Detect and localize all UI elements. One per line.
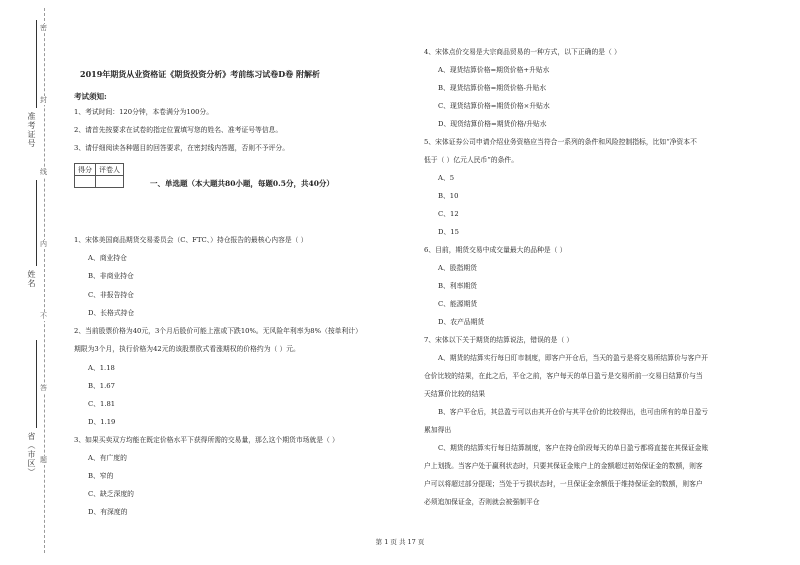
- score-table: [74, 163, 124, 188]
- question-option-continued: 户可以将超过部分提现；当处于亏损状态时，一旦保证金余额低于维持保证金的数额，则客户: [424, 480, 703, 488]
- question-stem: 5、宋体证券公司申请介绍业务资格应当符合一系列的条件和风险控制指标，比如“净资本不: [424, 138, 697, 146]
- region-label: 省（市区）: [27, 432, 36, 477]
- cut-mark: 答: [40, 384, 47, 392]
- question-option: A、5: [438, 174, 455, 182]
- cut-mark: 不: [40, 312, 47, 320]
- grader-cell: [96, 176, 124, 188]
- question-option: C、现货结算价格=期货价格×升贴水: [438, 102, 550, 110]
- question-option: C、1.81: [88, 400, 116, 408]
- cut-mark: 线: [40, 168, 47, 176]
- question-stem: 期限为3个月，执行价格为42元的该股票欧式看涨期权的价格约为（ ）元。: [74, 345, 300, 353]
- question-option: D、有深度的: [88, 508, 128, 516]
- question-option: C、12: [438, 210, 459, 218]
- name-field: [36, 180, 37, 266]
- question-option-continued: 累加得出: [424, 426, 452, 434]
- question-option: A、现货结算价格=期货价格+升贴水: [438, 66, 550, 74]
- question-option-continued: 必须追加保证金，否则就会被强制平仓: [424, 498, 540, 506]
- cut-mark: 密: [40, 24, 47, 32]
- notice-item: 3、请仔细阅读各种题目的回答要求，在密封线内答题，否则不予评分。: [74, 144, 290, 152]
- question-option: B、现货结算价格=期货价格-升贴水: [438, 84, 547, 92]
- question-stem: 6、目前，期货交易中成交量最大的品种是（ ）: [424, 246, 567, 254]
- question-option: B、客户平仓后，其总盈亏可以由其开仓价与其平仓价的比较得出，也可由所有的单日盈亏: [438, 408, 709, 416]
- region-field: [36, 340, 37, 428]
- cut-mark: 题: [40, 456, 47, 464]
- question-option: A、股指期货: [438, 264, 477, 272]
- question-option: A、商业持仓: [88, 254, 127, 262]
- question-stem: 4、宋体点价交易是大宗商品贸易的一种方式，以下正确的是（ ）: [424, 48, 621, 56]
- score-cell-label: 得分: [75, 164, 96, 176]
- grader-cell-label: 评卷人: [96, 164, 124, 176]
- question-option: C、期货的结算实行每日结算制度，客户在持仓阶段每天的单日盈亏都将直接在其保证金账: [438, 444, 709, 452]
- question-stem: 低于（ ）亿元人民币”的条件。: [424, 156, 518, 164]
- question-option: D、农产品期货: [438, 318, 485, 326]
- notice-item: 1、考试时间：120分钟，本卷满分为100分。: [74, 108, 214, 116]
- question-option: D、现货结算价格=期货价格/升贴水: [438, 120, 547, 128]
- seal-line: [44, 8, 45, 553]
- question-option: D、长格式持仓: [88, 309, 135, 317]
- question-option: B、利率期货: [438, 282, 477, 290]
- score-cell: [75, 176, 96, 188]
- name-label: 姓名: [27, 270, 36, 288]
- exam-id-field: [36, 20, 37, 108]
- question-option-continued: 户上划拨。当客户处于赢利状态时，只要其保证金账户上的金额超过初始保证金的数额，则客: [424, 462, 703, 470]
- question-stem: 3、如果买卖双方均能在既定价格水平下获得所需的交易量，那么这个期货市场就是（ ）: [74, 436, 339, 444]
- question-option-continued: 仓价比较的结果，在此之后，平仓之前，客户每天的单日盈亏是交易所前一交易日结算价与当: [424, 372, 703, 380]
- question-option: C、能源期货: [438, 300, 478, 308]
- exam-id-label: 准考证号: [27, 112, 36, 148]
- question-option: A、有广度的: [88, 454, 127, 462]
- question-option: C、非报告持仓: [88, 291, 134, 299]
- question-stem: 7、宋体以下关于期货的结算说法，错误的是（ ）: [424, 336, 574, 344]
- question-option: A、期货的结算实行每日盯市制度，即客户开仓后，当天的盈亏是将交易所结算价与客户开: [438, 354, 708, 362]
- question-option: C、缺乏深度的: [88, 490, 134, 498]
- question-stem: 2、当前股票价格为40元，3个月后股价可能上涨或下跌10%。无风险年利率为8%（按单利计）: [74, 327, 362, 335]
- question-option: A、1.18: [88, 364, 115, 372]
- notice-heading: 考试须知:: [74, 92, 107, 101]
- question-option: B、10: [438, 192, 459, 200]
- question-stem: 1、宋体美国商品期货交易委员会（C、FTC、）持仓报告的最核心内容是（ ）: [74, 236, 308, 244]
- section-heading: 一、单选题（本大题共80小题，每题0.5分，共40分）: [150, 179, 334, 188]
- question-option: D、15: [438, 228, 459, 236]
- question-option: B、1.67: [88, 382, 115, 390]
- cut-mark: 内: [40, 240, 47, 248]
- page-title: 2019年期货从业资格证《期货投资分析》考前练习试卷D卷 附解析: [80, 69, 320, 79]
- page-number: 第 1 页 共 17 页: [375, 538, 425, 546]
- question-option-continued: 天结算价比较的结果: [424, 390, 486, 398]
- question-option: B、窄的: [88, 472, 114, 480]
- question-option: D、1.19: [88, 418, 116, 426]
- question-option: B、非商业持仓: [88, 272, 134, 280]
- cut-mark: 封: [40, 96, 47, 104]
- notice-item: 2、请首先按要求在试卷的指定位置填写您的姓名、准考证号等信息。: [74, 126, 283, 134]
